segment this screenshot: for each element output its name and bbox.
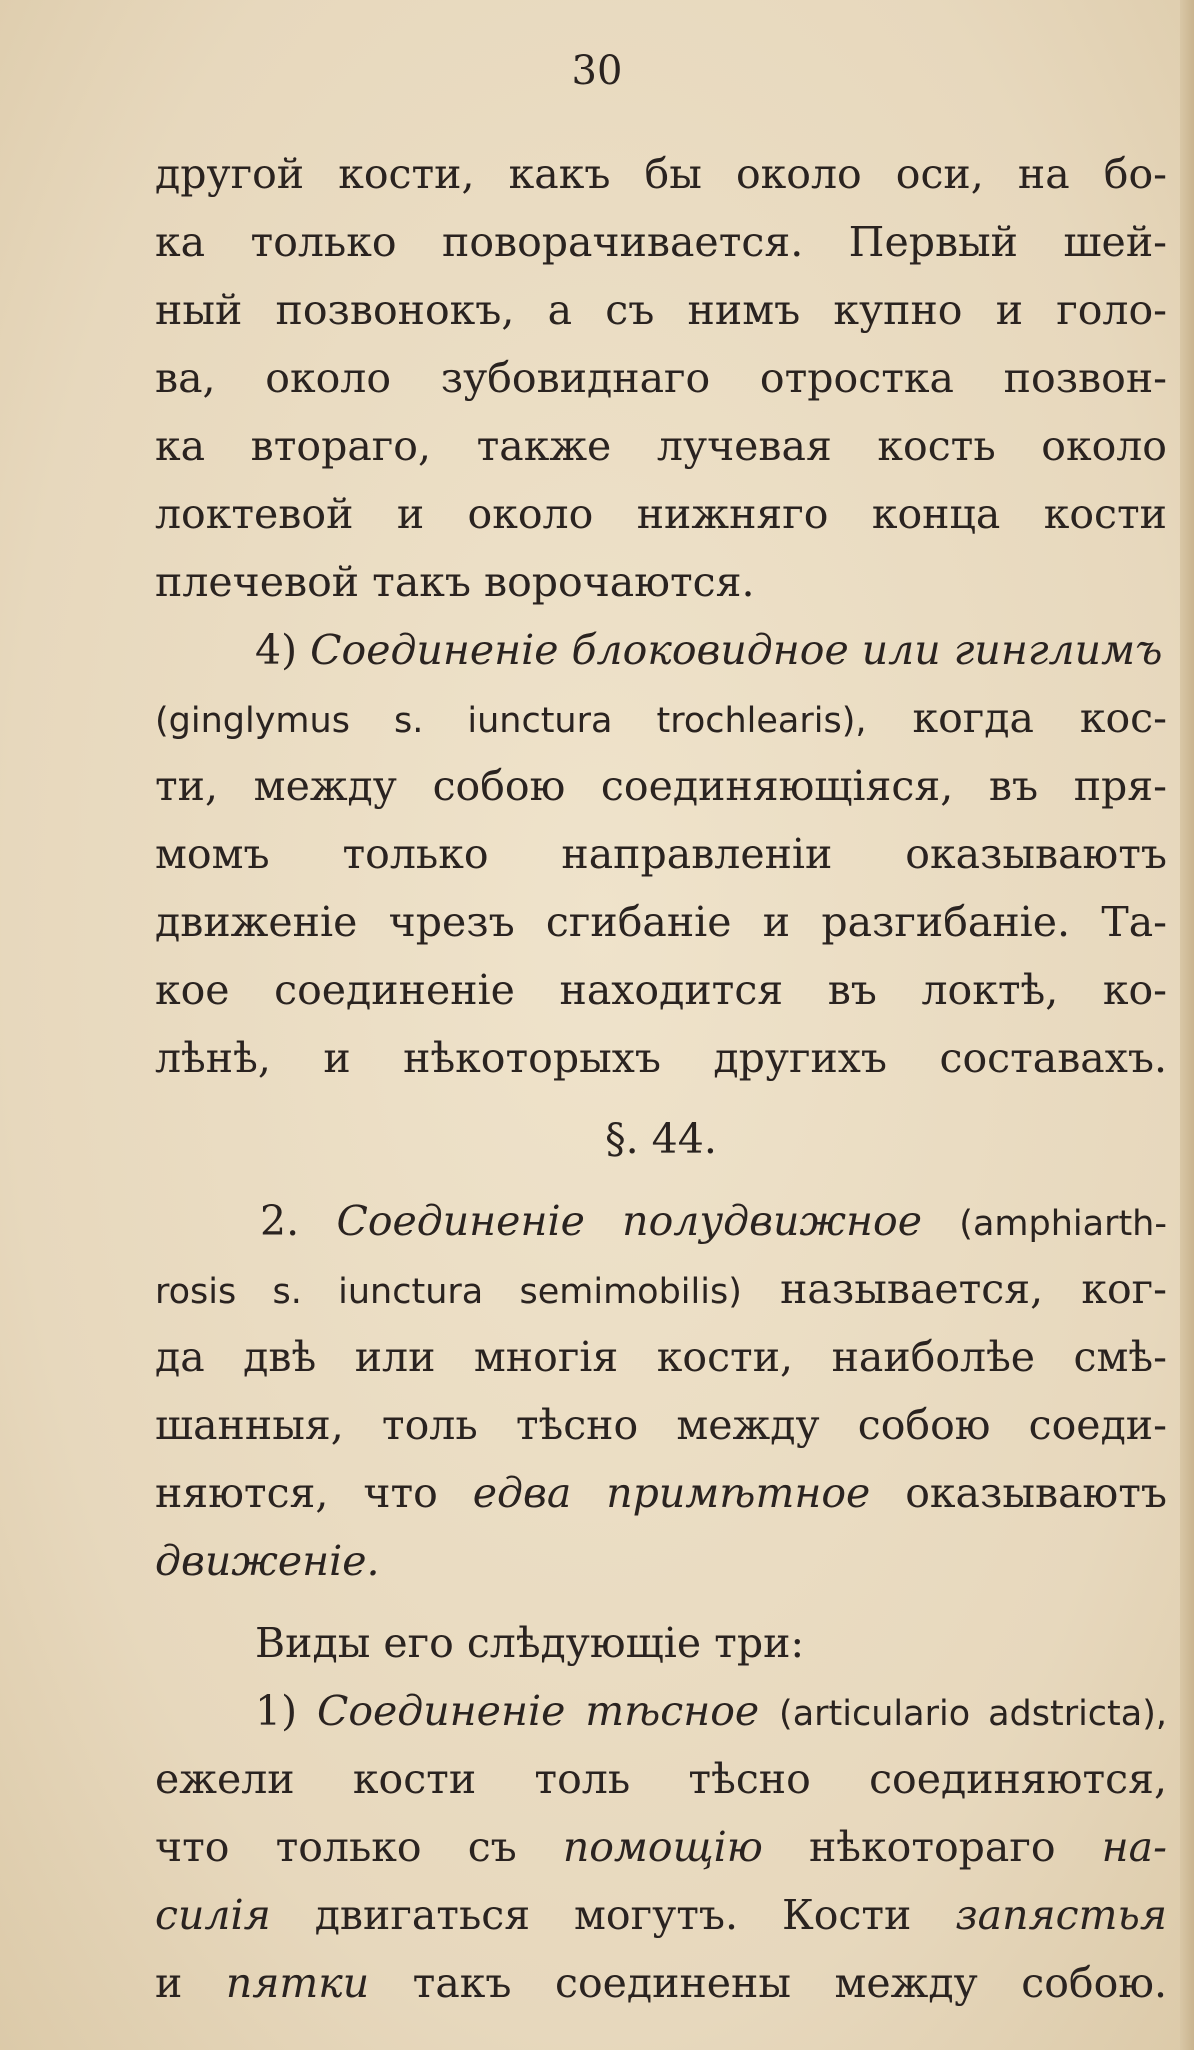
text-span: и xyxy=(155,1959,183,2007)
body-text xyxy=(155,140,1167,2017)
text-line: ка только поворачивается. Первый шей- xyxy=(155,218,1167,266)
italic-term: Соединеніе тѣсное xyxy=(316,1687,760,1735)
text-line xyxy=(155,1459,1167,1527)
italic-term: Соединеніе полудвижное xyxy=(336,1197,922,1245)
text-line: движеніе чрезъ сгибаніе и разгибаніе. Та- xyxy=(155,898,1167,946)
text-span: двигаться могутъ. Кости xyxy=(314,1891,912,1939)
text-line: да двѣ или многія кости, наиболѣе смѣ- xyxy=(155,1333,1167,1381)
text-line: момъ только направленіи оказываютъ xyxy=(155,830,1167,878)
page-edge xyxy=(1180,0,1194,2050)
text-line xyxy=(155,1527,1167,1595)
list-number: 1) xyxy=(255,1687,298,1735)
italic-term: едва примѣтное xyxy=(472,1469,871,1517)
text-line xyxy=(155,1255,1167,1323)
list-number: 4) xyxy=(255,626,298,674)
italic-term: помощію xyxy=(562,1823,763,1871)
italic-term: пятки xyxy=(225,1959,370,2007)
italic-term: движеніе. xyxy=(155,1537,380,1585)
text-line: шанныя, толь тѣсно между собою соеди- xyxy=(155,1401,1167,1449)
text-span: оказываютъ xyxy=(905,1469,1167,1517)
text-span: няются, что xyxy=(155,1469,438,1517)
text-line xyxy=(155,1949,1167,2017)
text-line: другой кости, какъ бы около оси, на бо- xyxy=(155,150,1167,198)
latin-term: (amphiarth- xyxy=(959,1204,1167,1244)
text-line: кое соединеніе находится въ локтѣ, ко- xyxy=(155,966,1167,1014)
text-line xyxy=(155,1187,1167,1255)
spacer xyxy=(155,1595,1167,1609)
text-line: ежели кости толь тѣсно соединяются, xyxy=(155,1755,1167,1803)
text-line: плечевой такъ ворочаются. xyxy=(155,558,755,606)
latin-term: (ginglymus s. iunctura trochlearis), xyxy=(155,701,867,741)
italic-term: запястья xyxy=(955,1891,1167,1939)
text-span: нѣкотораго xyxy=(808,1823,1056,1871)
text-line xyxy=(155,616,1167,684)
page-number: 30 xyxy=(571,48,623,94)
text-span: что только съ xyxy=(155,1823,517,1871)
list-number: 2. xyxy=(260,1197,300,1245)
section-heading: §. 44. xyxy=(605,1115,717,1163)
text-line xyxy=(155,1813,1167,1881)
text-span: когда кос- xyxy=(912,694,1167,742)
text-line: ва, около зубовиднаго отростка позвон- xyxy=(155,354,1167,402)
italic-term: на- xyxy=(1101,1823,1167,1871)
italic-term: Соединеніе блоковидное или гинглимъ xyxy=(310,626,1163,674)
text-line: Виды его слѣдующіе три: xyxy=(255,1619,805,1667)
latin-term: (articulario adstricta), xyxy=(779,1694,1167,1734)
text-span: такъ соединены между собою. xyxy=(412,1959,1167,2007)
italic-term: силія xyxy=(155,1891,271,1939)
text-line: ный позвонокъ, а съ нимъ купно и голо- xyxy=(155,286,1167,334)
text-line: локтевой и около нижняго конца кости xyxy=(155,490,1167,538)
text-line: ти, между собою соединяющіяся, въ пря- xyxy=(155,762,1167,810)
text-line xyxy=(155,1677,1167,1745)
text-line: ка втораго, также лучевая кость около xyxy=(155,422,1167,470)
text-line xyxy=(155,1881,1167,1949)
text-line: лѣнѣ, и нѣкоторыхъ другихъ составахъ. xyxy=(155,1034,1167,1082)
text-line xyxy=(155,684,1167,752)
latin-term: rosis s. iunctura semimobilis) xyxy=(155,1272,742,1312)
text-span: называется, ког- xyxy=(780,1265,1167,1313)
